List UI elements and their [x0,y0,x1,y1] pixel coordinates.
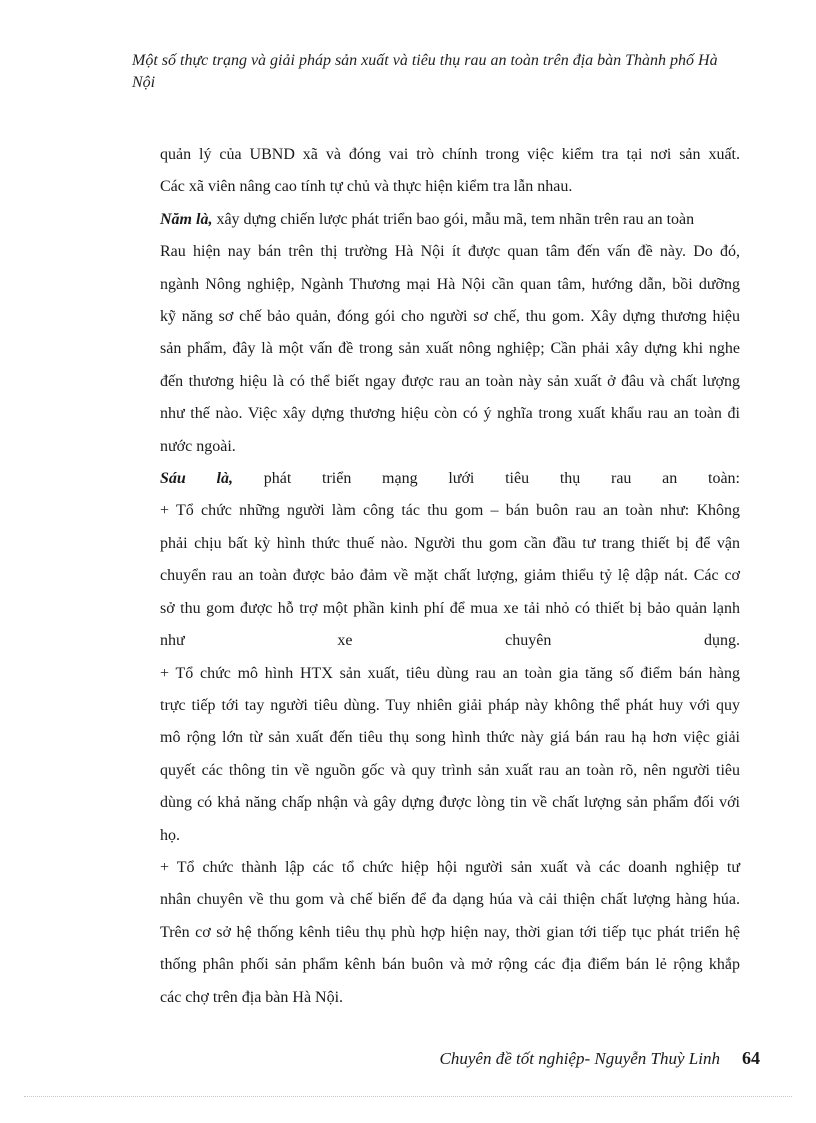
header-title: Một số thực trạng và giải pháp sản xuất và tiêu thụ rau an toàn trên địa bàn Thành phố Hà Nội [132,52,718,91]
body-line: thống phân phối sản phẩm kênh bán buôn và mở rộng các địa điểm bán lẻ rộng khắp [160,956,740,974]
body-line: quản lý của UBND xã và đóng vai trò chính trong việc kiểm tra tại nơi sản xuất. [160,146,740,163]
body-line: như xe chuyên dụng. [160,632,740,650]
footer-divider [24,1096,792,1097]
body-line: các chợ trên địa bàn Hà Nội. [160,988,344,1006]
body-line: mô rộng lớn từ sản xuất đến tiêu thụ song hình thức này giá bán rau hạ hơn việc giải [160,729,740,747]
body-text-fragment: xây dựng chiến lược phát triển bao gói, mẫu mã, tem nhãn trên rau an toàn [212,210,695,228]
body-line: chuyển rau an toàn được bảo đảm về mặt chất lượng, giảm thiểu tỷ lệ dập nát. Các cơ [160,567,740,585]
page-footer [420,1048,760,1069]
body-line: đến thương hiệu là có thể biết ngay được rau an toàn này sản xuất ở đâu và chất lượng [160,372,740,390]
body-line: như thế nào. Việc xây dựng thương hiệu còn có ý nghĩa trong xuất khẩu rau an toàn đi [160,405,740,423]
body-line: Trên cơ sở hệ thống kênh tiêu thụ phù hợp hiện nay, thời gian tới tiếp tục phát triển hệ [160,923,740,941]
body-line: họ. [160,826,180,844]
page-header [132,50,732,94]
body-line: quyết các thông tin về nguồn gốc và quy trình sản xuất rau an toàn rõ, nên người tiêu [160,761,740,779]
body-line: nước ngoài. [160,437,236,455]
paragraph-sau-la [160,463,740,495]
body-line: sở thu gom được hỗ trợ một phần kinh phí để mua xe tải nhỏ có thiết bị bảo quản lạnh [160,599,740,617]
page-number: 64 [742,1048,760,1068]
body-line: kỹ năng sơ chế bảo quản, đóng gói cho người sơ chế, thu gom. Xây dựng thương hiệu [160,308,740,326]
body-line: + Tổ chức thành lập các tổ chức hiệp hội người sản xuất và các doanh nghiệp tư [160,858,740,876]
paragraph-nam-la [160,204,740,236]
lead-phrase: Sáu là, [160,470,233,488]
body-line: dùng có khả năng chấp nhận và gây dựng được lòng tin về chất lượng sản phẩm đối với [160,794,740,812]
footer-title: Chuyên đề tốt nghiệp- Nguyễn Thuỳ Linh [439,1049,720,1068]
body-text-fragment: phát triển mạng lưới tiêu thụ rau an toàn: [232,470,740,488]
body-line: + Tổ chức những người làm công tác thu gom – bán buôn rau an toàn như: Không [160,502,740,520]
document-body [160,139,740,1014]
body-line: sản phẩm, đây là một vấn đề trong sản xuất nông nghiệp; Cần phải xây dựng khi nghe [160,340,740,358]
body-line: ngành Nông nghiệp, Ngành Thương mại Hà Nội cần quan tâm, hướng dẫn, bồi dưỡng [160,275,740,293]
body-line: Các xã viên nâng cao tính tự chủ và thực hiện kiểm tra lẫn nhau. [160,178,573,196]
body-line: Rau hiện nay bán trên thị trường Hà Nội ít được quan tâm đến vấn đề này. Do đó, [160,243,740,261]
body-line: trực tiếp tới tay người tiêu dùng. Tuy nhiên giải pháp này không thể phát huy với quy [160,696,740,714]
body-line: phải chịu bất kỳ hình thức thuế nào. Người thu gom cần đầu tư trang thiết bị để vận [160,534,740,552]
lead-phrase: Năm là, [160,210,213,228]
body-line: nhân chuyên về thu gom và chế biến để đa dạng húa và cải thiện chất lượng hàng húa. [160,891,740,909]
body-line: + Tổ chức mô hình HTX sản xuất, tiêu dùng rau an toàn gia tăng số điểm bán hàng [160,664,740,682]
